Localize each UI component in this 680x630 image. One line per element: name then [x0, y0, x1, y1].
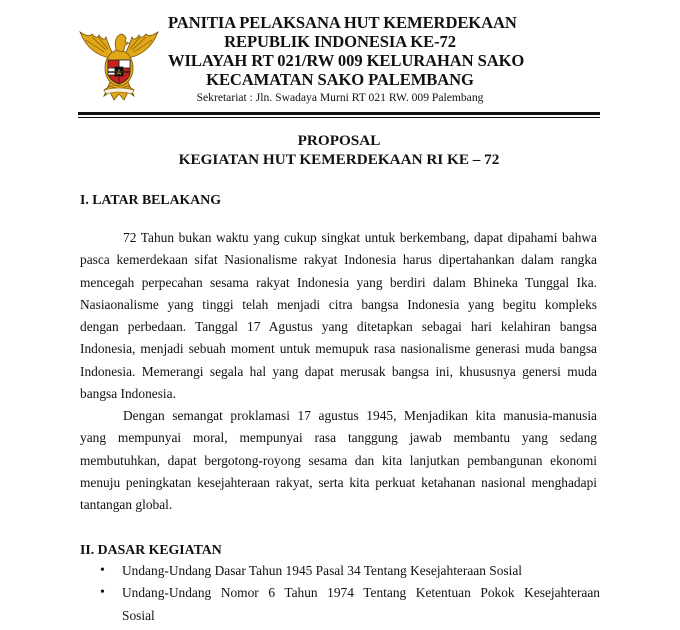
paragraph-line: yang mempunyai moral, mempunyai rasa tanggung jawab membantu yang sedang [80, 430, 597, 446]
letterhead-address: Sekretariat : Jln. Swadaya Murni RT 021 RW. 009 Palembang [196, 91, 484, 104]
document-title: PROPOSAL [297, 132, 381, 149]
paragraph-line: pasca kemerdekaan sifat Nasionalisme rakyat Indonesia harus dipertahankan dalam rangka [80, 252, 597, 268]
section-heading-latar-belakang: I. LATAR BELAKANG [80, 192, 221, 207]
bullet-icon: • [100, 563, 105, 578]
paragraph-line: 72 Tahun bukan waktu yang cukup singkat untuk berkembang, dapat dipahami bahwa [123, 230, 597, 245]
paragraph-1 [80, 227, 597, 405]
paragraph-line: mencegah perpecahan sesama rakyat Indonesia yang berdiri dalam Bhineka Tunggal Ika. [80, 274, 597, 290]
paragraph-line: Nasiaonalisme yang tinggi telah menjadi citra bangsa Indonesia yang begitu kompleks [80, 296, 597, 312]
letterhead [168, 13, 525, 105]
letterhead-line-2: REPUBLIK INDONESIA KE-72 [224, 32, 456, 51]
bullet-icon: • [100, 585, 105, 601]
paragraph-line: dengan perbedaan. Tanggal 17 Agustus yang ditetapkan sebagai hari kelahiran bangsa [80, 319, 597, 335]
paragraph-line: tantangan global. [80, 497, 173, 513]
list-item [100, 582, 600, 627]
paragraph-line: Indonesia. Memerangi segala hal yang dapat merusak bangsa ini, khususnya genersi muda [80, 363, 597, 379]
list-item-line: Undang-Undang Dasar Tahun 1945 Pasal 34 Tentang Kesejahteraan Sosial [122, 563, 522, 578]
paragraph-line: bangsa Indonesia. [80, 386, 176, 402]
dasar-kegiatan-list [100, 560, 600, 627]
letterhead-rule-thin [78, 117, 600, 118]
list-item-line: Sosial [122, 607, 155, 623]
section-heading-dasar-kegiatan: II. DASAR KEGIATAN [80, 542, 222, 557]
document-subtitle: KEGIATAN HUT KEMERDEKAAN RI KE – 72 [178, 151, 500, 168]
paragraph-2 [80, 405, 597, 516]
letterhead-line-1: PANITIA PELAKSANA HUT KEMERDEKAAN [168, 13, 517, 32]
letterhead-line-3: WILAYAH RT 021/RW 009 KELURAHAN SAKO [168, 51, 525, 70]
paragraph-line: Indonesia, menjadi sebuah moment untuk memupuk rasa nasionalisme generasi muda bangsa [80, 341, 597, 357]
paragraph-line: membutuhkan, dapat bergotong-royong sesama dan kita lanjutkan pembangunan ekonomi [80, 452, 597, 468]
list-item-line: Undang-Undang Nomor 6 Tahun 1974 Tentang Ketentuan Pokok Kesejahteraan [122, 585, 600, 601]
letterhead-line-4: KECAMATAN SAKO PALEMBANG [206, 70, 474, 89]
letterhead-rule-thick [78, 112, 600, 115]
garuda-emblem-icon [74, 20, 164, 106]
paragraph-line: menuju peningkatan kesejahteraan rakyat, serta kita perkuat ketahanan nasional menghadapi [80, 474, 597, 490]
list-item [100, 560, 600, 582]
paragraph-line: Dengan semangat proklamasi 17 agustus 1945, Menjadikan kita manusia-manusia [123, 408, 597, 423]
